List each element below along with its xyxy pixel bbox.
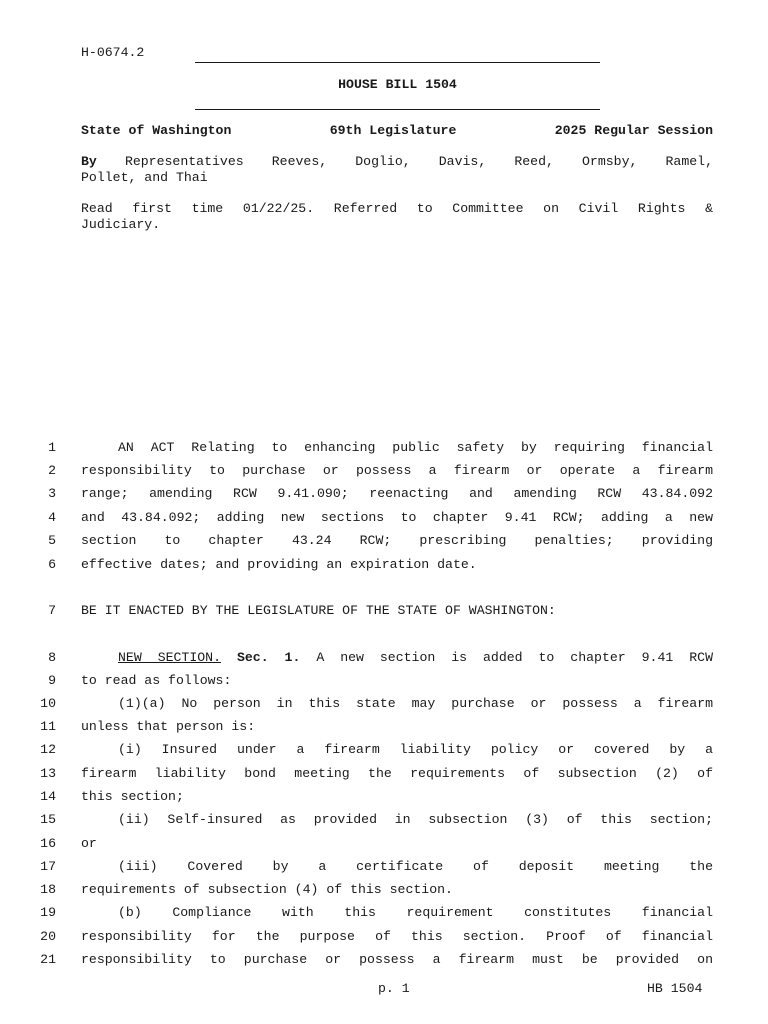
- title-rule-bottom: [195, 109, 600, 110]
- line-number: 18: [40, 882, 56, 897]
- body-line: requirements of subsection (4) of this section.: [81, 882, 453, 897]
- line-number: 10: [40, 696, 56, 711]
- body-line: (ii) Self-insured as provided in subsection (3) of this section;: [118, 812, 713, 827]
- sponsors-names-1: Representatives Reeves, Doglio, Davis, Reed, Ormsby, Ramel,: [124, 154, 713, 169]
- line-number: 13: [40, 766, 56, 781]
- line-number: 6: [48, 557, 56, 572]
- page-number: p. 1: [378, 981, 410, 996]
- body-line: (1)(a) No person in this state may purchase or possess a firearm: [118, 696, 713, 711]
- body-line: effective dates; and providing an expiration date.: [81, 557, 477, 572]
- legislature-name: 69th Legislature: [329, 123, 457, 138]
- body-line: and 43.84.092; adding new sections to chapter 9.41 RCW; adding a new: [81, 510, 713, 525]
- footer-bill-id: HB 1504: [647, 981, 703, 996]
- line-number: 9: [48, 673, 56, 688]
- document-id: H-0674.2: [81, 45, 145, 60]
- body-line: responsibility for the purpose of this section. Proof of financial: [81, 929, 713, 944]
- body-line: section to chapter 43.24 RCW; prescribing penalties; providing: [81, 533, 713, 548]
- body-line: AN ACT Relating to enhancing public safety by requiring financial: [118, 440, 713, 455]
- line-number: 11: [40, 719, 56, 734]
- referral-line-1: Read first time 01/22/25. Referred to Committee on Civil Rights &: [81, 201, 713, 216]
- body-line: or: [81, 836, 97, 851]
- line-number: 1: [48, 440, 56, 455]
- line-number: 20: [40, 929, 56, 944]
- bill-title: HOUSE BILL 1504: [338, 77, 457, 92]
- line-number: 14: [40, 789, 56, 804]
- line-number: 12: [40, 742, 56, 757]
- sponsors-line-1: [81, 154, 713, 169]
- line-number: 7: [48, 603, 56, 618]
- line-number: 8: [48, 650, 56, 665]
- body-line: unless that person is:: [81, 719, 256, 734]
- section-intro: A new section is added to chapter 9.41 RCW: [316, 650, 713, 665]
- body-line: responsibility to purchase or possess a firearm must be provided on: [81, 952, 713, 967]
- section-heading-line: [81, 650, 713, 665]
- line-number: 16: [40, 836, 56, 851]
- sponsors-by: By: [81, 154, 97, 169]
- body-line: range; amending RCW 9.41.090; reenacting and amending RCW 43.84.092: [81, 486, 713, 501]
- new-section-label: NEW SECTION.: [118, 650, 221, 665]
- body-line: responsibility to purchase or possess a firearm or operate a firearm: [81, 463, 713, 478]
- line-number: 3: [48, 486, 56, 501]
- line-number: 21: [40, 952, 56, 967]
- section-number: Sec. 1.: [236, 650, 301, 665]
- state-name: State of Washington: [81, 123, 232, 138]
- referral-line-2: Judiciary.: [81, 217, 161, 232]
- title-rule-top: [195, 62, 600, 63]
- body-line: to read as follows:: [81, 673, 232, 688]
- enacting-clause: BE IT ENACTED BY THE LEGISLATURE OF THE STATE OF WASHINGTON:: [81, 603, 556, 618]
- body-line: firearm liability bond meeting the requirements of subsection (2) of: [81, 766, 713, 781]
- sponsors-line-2: Pollet, and Thai: [81, 170, 208, 185]
- body-line: (i) Insured under a firearm liability policy or covered by a: [118, 742, 713, 757]
- line-number: 2: [48, 463, 56, 478]
- body-line: (iii) Covered by a certificate of deposit meeting the: [118, 859, 713, 874]
- line-number: 15: [40, 812, 56, 827]
- line-number: 5: [48, 533, 56, 548]
- line-number: 4: [48, 510, 56, 525]
- session-name: 2025 Regular Session: [554, 123, 713, 138]
- line-number: 17: [40, 859, 56, 874]
- line-number: 19: [40, 905, 56, 920]
- session-line: [81, 123, 713, 138]
- body-line: (b) Compliance with this requirement constitutes financial: [118, 905, 713, 920]
- body-line: this section;: [81, 789, 184, 804]
